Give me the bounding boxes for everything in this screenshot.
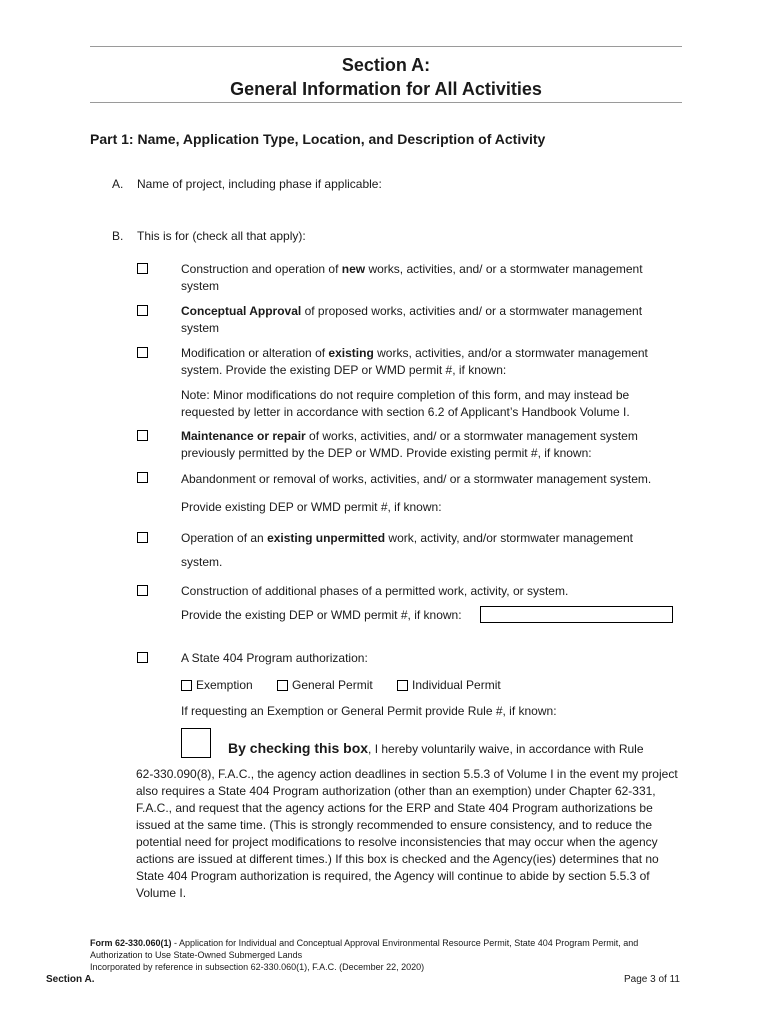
maintenance-option — [181, 428, 681, 462]
general-permit-label: General Permit — [292, 678, 373, 692]
operation-option-line2: system. — [181, 555, 223, 569]
form-footer — [90, 937, 690, 973]
modification-option — [181, 345, 681, 379]
title-bottom-rule — [90, 102, 682, 103]
operation-text-pre: Operation of an — [181, 531, 268, 545]
modification-note: Note: Minor modifications do not require completion of this form, and may instead be requested by letter in accordance with section 6.2 of Applicant’s Handbook Volume I. — [181, 388, 630, 419]
abandonment-permit-label: Provide existing DEP or WMD permit #, if known: — [181, 500, 442, 514]
top-rule — [90, 46, 682, 47]
exemption-label: Exemption — [196, 678, 253, 692]
section-title-line2: General Information for All Activities — [230, 79, 542, 99]
modification-text-post: works, activities, and/or a stormwater management system. Provide the existing DEP or WMD permit #, if known: — [181, 346, 648, 377]
section-title-line1: Section A: — [341, 55, 431, 75]
general-permit-choice[interactable] — [277, 678, 373, 692]
conceptual-text-bold: Conceptual Approval — [181, 304, 302, 318]
incorporated-note: Incorporated by reference in subsection 62-330.060(1), F.A.C. (December 22, 2020) — [90, 962, 425, 972]
waiver-lead-bold: By checking this box — [228, 740, 369, 756]
individual-permit-choice[interactable] — [397, 678, 501, 692]
footer-section-label: Section A. — [46, 974, 95, 985]
phases-checkbox[interactable] — [137, 585, 148, 596]
phases-permit-label: Provide the existing DEP or WMD permit #, if known: — [181, 608, 462, 622]
maintenance-text-post: of works, activities, and/ or a stormwater management system previously permitted by the DEP or WMD. Provide existing permit #, if known: — [181, 429, 638, 460]
waiver-lead — [228, 740, 644, 756]
maintenance-text-bold: Maintenance or repair — [181, 429, 306, 443]
phases-option: Construction of additional phases of a permitted work, activity, or system. — [181, 584, 569, 598]
operation-text-post: work, activity, and/or stormwater management — [385, 531, 633, 545]
conceptual-checkbox[interactable] — [137, 305, 148, 316]
question-b-text: This is for (check all that apply): — [137, 229, 306, 243]
individual-permit-label: Individual Permit — [412, 678, 501, 692]
form-title: - Application for Individual and Conceptual Approval Environmental Resource Permit, State 404 Program Permit, and Authorization to Use State-Owned Submerged Lands — [90, 938, 639, 960]
form-number: Form 62-330.060(1) — [90, 938, 172, 948]
rule-number-label: If requesting an Exemption or General Permit provide Rule #, if known: — [181, 704, 557, 718]
phases-permit-field[interactable] — [480, 606, 673, 623]
exemption-checkbox[interactable] — [181, 680, 192, 691]
conceptual-option — [181, 303, 681, 337]
modification-checkbox[interactable] — [137, 347, 148, 358]
general-permit-checkbox[interactable] — [277, 680, 288, 691]
question-a-letter: A. — [112, 177, 124, 191]
operation-option — [181, 530, 633, 547]
waiver-checkbox[interactable] — [181, 728, 211, 758]
modification-text-pre: Modification or alteration of — [181, 346, 329, 360]
state404-checkbox[interactable] — [137, 652, 148, 663]
form-description — [90, 937, 690, 961]
modification-text-bold: existing — [328, 346, 374, 360]
state404-option: A State 404 Program authorization: — [181, 651, 368, 665]
waiver-body: 62-330.090(8), F.A.C., the agency action deadlines in section 5.5.3 of Volume I in the event my project also requires a State 404 Program authorization (other than an exemption) under Chapter 62-331, F.A.C., and request that the agency actions for the ERP and State 404 Program authorizations be issued at the same time. (This is strongly recommended to ensure consistency, and to reduce the potential need for project modifications to resolve inconsistencies that may occur when the agency actions are issued at different times.) If this box is checked and the Agency(ies) determines that no State 404 Program authorization is required, the Agency will continue to abide by section 5.5.3 of Volume I. — [136, 767, 678, 900]
construction-option — [181, 261, 681, 295]
abandonment-option: Abandonment or removal of works, activities, and/ or a stormwater management system. — [181, 472, 652, 486]
construction-text-bold: new — [341, 262, 366, 276]
waiver-lead-rest: , I hereby voluntarily waive, in accordance with Rule — [368, 742, 644, 756]
operation-text-bold: existing unpermitted — [267, 531, 386, 545]
question-b-letter: B. — [112, 229, 124, 243]
conceptual-text-post: of proposed works, activities and/ or a stormwater management system — [181, 304, 643, 335]
operation-checkbox[interactable] — [137, 532, 148, 543]
question-a-text: Name of project, including phase if applicable: — [137, 177, 382, 191]
construction-text-pre: Construction and operation of — [181, 262, 342, 276]
maintenance-checkbox[interactable] — [137, 430, 148, 441]
part1-heading: Part 1: Name, Application Type, Location, and Description of Activity — [90, 131, 546, 147]
individual-permit-checkbox[interactable] — [397, 680, 408, 691]
construction-text-post: works, activities, and/ or a stormwater management system — [181, 262, 643, 293]
abandonment-checkbox[interactable] — [137, 472, 148, 483]
page-number: Page 3 of 11 — [624, 974, 680, 985]
exemption-choice[interactable] — [181, 678, 253, 692]
construction-checkbox[interactable] — [137, 263, 148, 274]
